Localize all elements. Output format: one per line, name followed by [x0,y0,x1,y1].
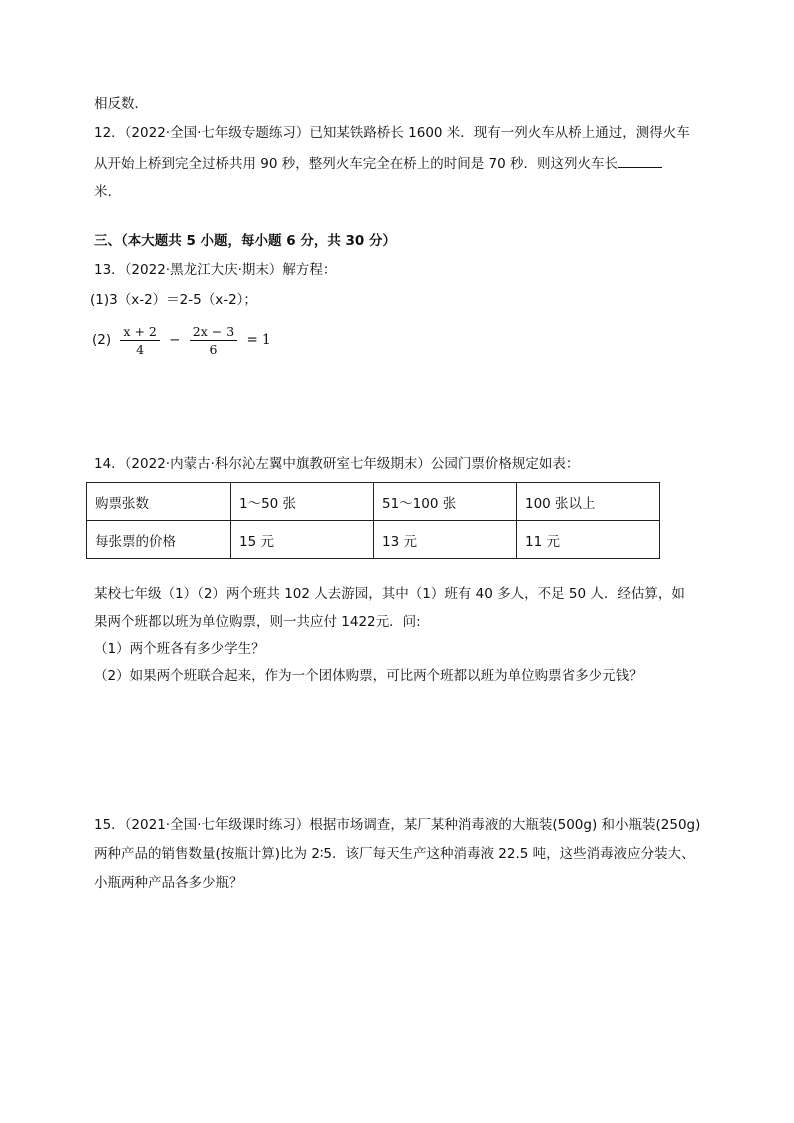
q13-part2 [90,322,273,358]
q14-body-line2: 果两个班都以班为单位购票，则一共应付 1422元．问: [94,614,421,630]
table-cell: 每张票的价格 [87,521,231,559]
fraction-1 [120,323,159,358]
fraction-2-numerator: 2x − 3 [190,323,237,341]
ticket-price-table [86,482,660,559]
q12-line3: 米． [94,184,121,200]
table-row [87,483,660,521]
table-cell: 13 元 [374,521,517,559]
q12-line2 [94,153,662,174]
minus-sign: − [169,332,181,348]
fraction-2 [190,323,237,358]
table-cell: 11 元 [517,521,660,559]
q14-subquestion-2: （2）如果两个班联合起来，作为一个团体购票，可比两个班都以班为单位购票省多少元钱？ [94,668,643,684]
q13-part2-label: (2) [92,332,112,348]
q13-stem: 13．（2022·黑龙江大庆·期末）解方程： [94,262,337,278]
q14-body-line1: 某校七年级（1）（2）两个班共 102 人去游园，其中（1）班有 40 多人，不足 50 人．经估算，如 [94,586,685,602]
table-row [87,521,660,559]
equation-rhs: = 1 [246,332,271,348]
answer-blank [618,153,662,168]
table-cell: 1～50 张 [231,483,374,521]
q12-line1: 12．（2022·全国·七年级专题练习）已知某铁路桥长 1600 米．现有一列火车从桥上通过，测得火车 [94,125,690,141]
table-cell: 51～100 张 [374,483,517,521]
fraction-1-numerator: x + 2 [120,323,159,341]
q15-line2: 两种产品的销售数量(按瓶计算)比为 2∶5．该厂每天生产这种消毒液 22.5 吨，这些消毒液应分装大、 [94,846,695,862]
q12-line2-text: 从开始上桥到完全过桥共用 90 秒，整列火车完全在桥上的时间是 70 秒．则这列火车长 [94,156,619,172]
table-cell: 15 元 [231,521,374,559]
q15-line1: 15．（2021·全国·七年级课时练习）根据市场调查，某厂某种消毒液的大瓶装(500g) 和小瓶装(250g) [94,817,701,833]
q15-line3: 小瓶两种产品各多少瓶？ [94,875,243,891]
fraction-1-denominator: 4 [136,341,145,357]
table-cell: 100 张以上 [517,483,660,521]
q14-subquestion-1: （1）两个班各有多少学生？ [94,641,265,657]
section-3-heading: 三、（本大题共 5 小题，每小题 6 分，共 30 分） [94,233,397,249]
q13-part1: (1)3（x-2）＝2-5（x-2）； [90,292,257,308]
table-cell: 购票张数 [87,483,231,521]
fraction-2-denominator: 6 [209,341,218,357]
q11-tail: 相反数． [94,96,148,112]
q14-stem: 14．（2022·内蒙古·科尔沁左翼中旗教研室七年级期末）公园门票价格规定如表： [94,456,580,472]
